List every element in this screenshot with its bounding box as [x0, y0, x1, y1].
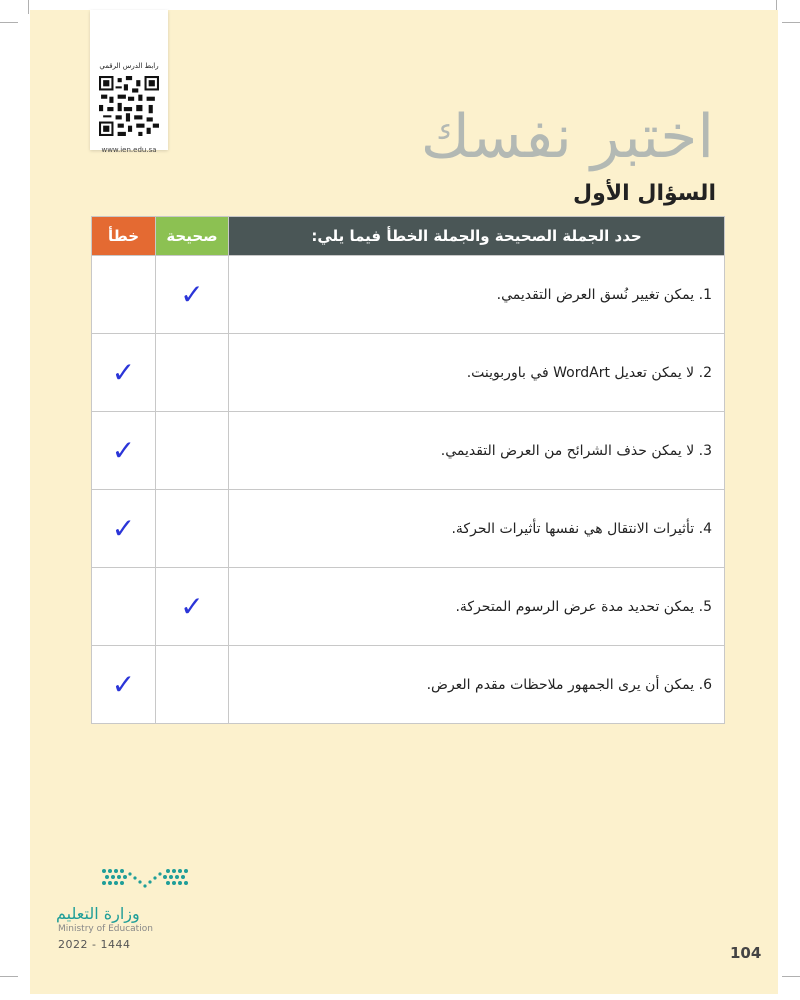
crop-mark — [28, 0, 29, 14]
statement-text: 1. يمكن تغيير نُسق العرض التقديمي. — [229, 256, 725, 334]
table-row — [92, 490, 725, 568]
false-cell[interactable] — [92, 412, 156, 490]
page-number: 104 — [730, 944, 762, 962]
statement-text: 2. لا يمكن تعديل WordArt في باوربوينت. — [229, 334, 725, 412]
false-cell[interactable] — [92, 490, 156, 568]
true-cell[interactable] — [156, 568, 229, 646]
header-question: حدد الجملة الصحيحة والجملة الخطأ فيما يلي: — [229, 217, 725, 256]
false-cell[interactable] — [92, 334, 156, 412]
check-mark-icon: ✓ — [180, 590, 204, 623]
true-cell[interactable] — [156, 490, 229, 568]
ministry-name-arabic: وزارة التعليم — [56, 904, 140, 923]
true-cell[interactable] — [156, 334, 229, 412]
qr-url-link[interactable]: www.ien.edu.sa — [101, 146, 157, 154]
crop-mark — [0, 22, 18, 23]
crop-mark — [782, 22, 800, 23]
table-header-row — [92, 217, 725, 256]
false-cell[interactable] — [92, 256, 156, 334]
ministry-year: 2022 - 1444 — [58, 938, 131, 951]
true-false-table — [91, 216, 725, 724]
statement-text: 6. يمكن أن يرى الجمهور ملاحظات مقدم العرض. — [229, 646, 725, 724]
check-mark-icon: ✓ — [180, 278, 204, 311]
ministry-logo-icon — [100, 865, 190, 895]
true-cell[interactable] — [156, 412, 229, 490]
check-mark-icon: ✓ — [111, 434, 136, 467]
page-title: اختبر نفسك — [420, 102, 714, 173]
crop-mark — [0, 976, 18, 977]
check-mark-icon: ✓ — [111, 356, 136, 389]
true-cell[interactable] — [156, 646, 229, 724]
table-row — [92, 334, 725, 412]
qr-code-icon[interactable] — [99, 76, 159, 136]
check-mark-icon: ✓ — [111, 668, 136, 701]
table-row — [92, 412, 725, 490]
table-row — [92, 256, 725, 334]
crop-mark — [782, 976, 800, 977]
table-row — [92, 646, 725, 724]
statement-text: 4. تأثيرات الانتقال هي نفسها تأثيرات الحركة. — [229, 490, 725, 568]
false-cell[interactable] — [92, 568, 156, 646]
table-row — [92, 568, 725, 646]
header-true: صحيحة — [156, 217, 229, 256]
section-title: السؤال الأول — [573, 181, 716, 207]
false-cell[interactable] — [92, 646, 156, 724]
statement-text: 3. لا يمكن حذف الشرائح من العرض التقديمي. — [229, 412, 725, 490]
ministry-name-english: Ministry of Education — [58, 924, 153, 934]
qr-card[interactable] — [90, 10, 168, 154]
header-false: خطأ — [92, 217, 156, 256]
statement-text: 5. يمكن تحديد مدة عرض الرسوم المتحركة. — [229, 568, 725, 646]
qr-caption: رابط الدرس الرقمي — [99, 62, 159, 70]
true-cell[interactable] — [156, 256, 229, 334]
check-mark-icon: ✓ — [111, 512, 136, 545]
